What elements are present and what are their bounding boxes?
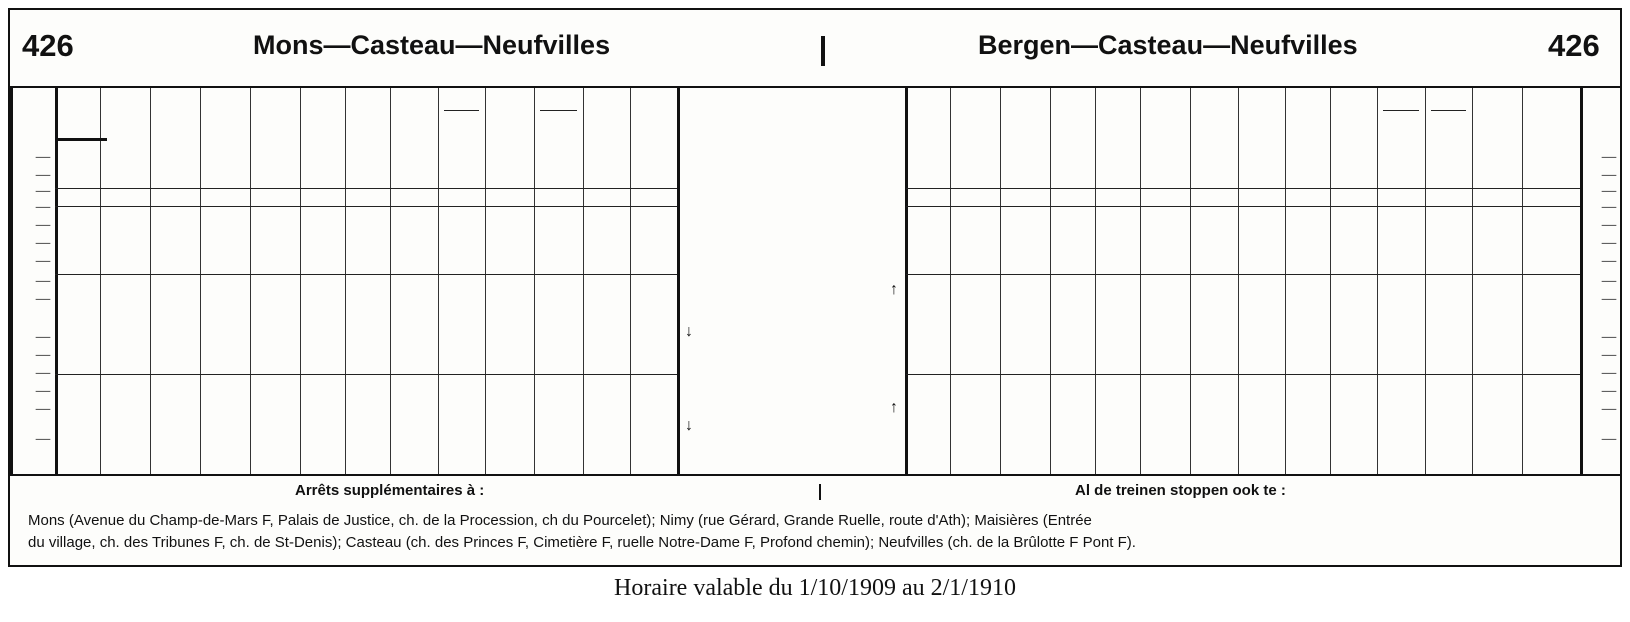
dash-cell: — <box>1601 401 1616 417</box>
down-arrow-icon: ↓ <box>685 323 693 340</box>
column-rule <box>1377 88 1378 474</box>
dash-cell: — <box>1601 431 1616 447</box>
column-rule <box>100 88 101 474</box>
frame-rule <box>677 88 680 474</box>
column-rule <box>1425 88 1426 474</box>
dash-cell: — <box>35 291 50 307</box>
line-number-left: 426 <box>22 28 74 63</box>
title-separator <box>821 36 825 66</box>
dash-cell: — <box>1601 253 1616 269</box>
frame-rule <box>1580 88 1583 474</box>
row-rule <box>55 188 677 189</box>
column-rule <box>534 88 535 474</box>
column-rule <box>1050 88 1051 474</box>
title-french: Mons—Casteau—Neufvilles <box>253 30 611 60</box>
footer-separator <box>819 484 821 500</box>
additional-stops-heading-fr: Arrêts supplémentaires à : <box>295 482 485 499</box>
column-rule <box>300 88 301 474</box>
dash-cell: — <box>35 149 50 165</box>
dash-cell: — <box>35 199 50 215</box>
additional-stops-line-1: Mons (Avenue du Champ-de-Mars F, Palais de Justice, ch. de la Procession, ch du Pourcelet); Nimy (rue Gérard, Grande Ruelle, route d'Ath); Maisières (Entrée <box>28 512 1092 529</box>
column-rule <box>1095 88 1096 474</box>
dash-cell: — <box>35 347 50 363</box>
row-rule <box>906 206 1580 207</box>
column-rule <box>485 88 486 474</box>
dash-cell: — <box>35 383 50 399</box>
column-rule <box>1330 88 1331 474</box>
column-rule <box>345 88 346 474</box>
row-rule <box>55 274 677 275</box>
additional-stops-heading-nl: Al de treinen stoppen ook te : <box>1075 482 1286 499</box>
row-rule <box>906 188 1580 189</box>
column-rule <box>630 88 631 474</box>
title-dutch: Bergen—Casteau—Neufvilles <box>978 30 1358 60</box>
row-rule <box>906 374 1580 375</box>
timetable-header <box>10 10 1620 88</box>
train-header-rule <box>540 110 577 111</box>
column-rule <box>1140 88 1141 474</box>
dash-cell: — <box>1601 235 1616 251</box>
column-rule <box>200 88 201 474</box>
dash-cell: — <box>1601 383 1616 399</box>
dash-cell: — <box>1601 217 1616 233</box>
column-rule <box>1472 88 1473 474</box>
dash-cell: — <box>35 183 50 199</box>
dash-cell: — <box>1601 199 1616 215</box>
validity-caption: Horaire valable du 1/10/1909 au 2/1/1910 <box>614 575 1016 601</box>
line-number-right: 426 <box>1548 28 1600 63</box>
train-header-rule <box>1383 110 1419 111</box>
dash-cell: — <box>1601 149 1616 165</box>
dash-cell: — <box>35 431 50 447</box>
up-arrow-icon: ↑ <box>890 281 898 298</box>
column-rule <box>150 88 151 474</box>
column-rule <box>583 88 584 474</box>
column-rule <box>390 88 391 474</box>
timetable-grid <box>10 88 1620 476</box>
additional-stops-line-2: du village, ch. des Tribunes F, ch. de St-Denis); Casteau (ch. des Princes F, Cimetière F, ruelle Notre-Dame F, Profond chemin); Neufvilles (ch. de la Brûlotte F Pont F). <box>28 534 1136 551</box>
dash-cell: — <box>35 217 50 233</box>
column-rule <box>1238 88 1239 474</box>
column-rule <box>950 88 951 474</box>
dash-cell: — <box>1601 167 1616 183</box>
train-header-rule <box>1431 110 1466 111</box>
dash-cell: — <box>35 273 50 289</box>
frame-rule <box>1620 88 1622 474</box>
dash-cell: — <box>1601 183 1616 199</box>
up-arrow-icon: ↑ <box>890 399 898 416</box>
down-arrow-icon: ↓ <box>685 417 693 434</box>
column-rule <box>1285 88 1286 474</box>
column-rule <box>1190 88 1191 474</box>
frame-rule <box>10 88 13 474</box>
row-rule <box>55 374 677 375</box>
timetable-sheet <box>8 8 1622 567</box>
dash-cell: — <box>35 401 50 417</box>
dash-cell: — <box>35 167 50 183</box>
dash-cell: — <box>35 235 50 251</box>
dash-cell: — <box>1601 329 1616 345</box>
dash-cell: — <box>35 253 50 269</box>
dash-cell: — <box>1601 347 1616 363</box>
dash-cell: — <box>35 365 50 381</box>
column-rule <box>1522 88 1523 474</box>
frame-rule <box>55 88 58 474</box>
frame-rule <box>905 88 908 474</box>
column-rule <box>438 88 439 474</box>
dash-cell: — <box>35 329 50 345</box>
row-rule <box>906 274 1580 275</box>
column-rule <box>250 88 251 474</box>
column-rule <box>1000 88 1001 474</box>
dash-cell: — <box>1601 365 1616 381</box>
train-header-rule <box>444 110 479 111</box>
section-rule <box>55 138 107 141</box>
additional-stops <box>10 476 1620 566</box>
dash-cell: — <box>1601 273 1616 289</box>
row-rule <box>55 206 677 207</box>
dash-cell: — <box>1601 291 1616 307</box>
